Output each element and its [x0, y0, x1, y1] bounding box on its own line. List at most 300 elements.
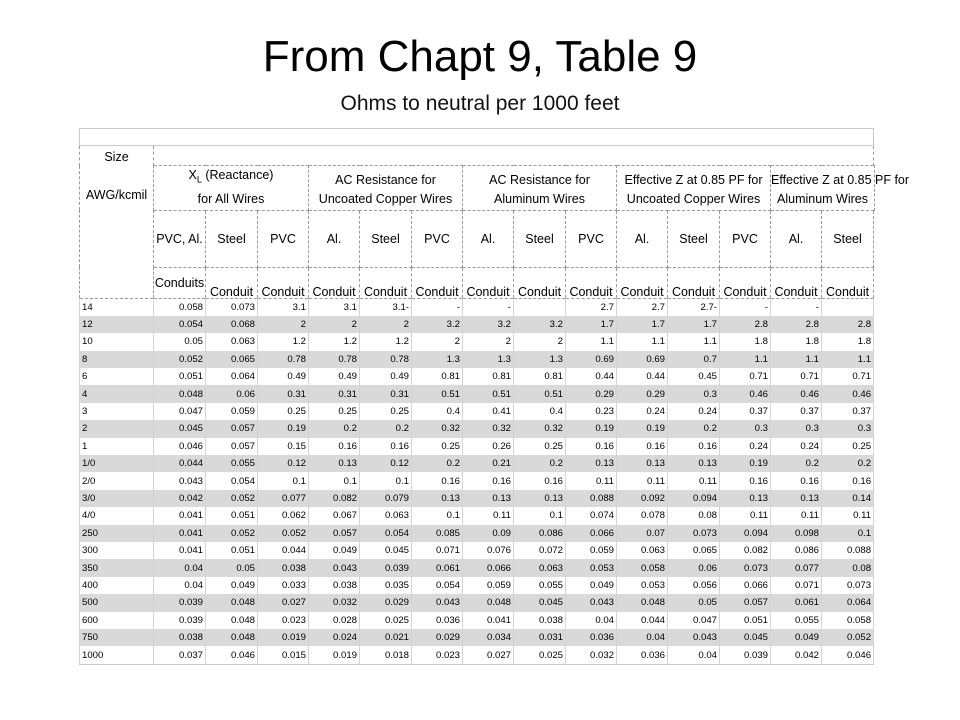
- value-cell: 0.043: [154, 472, 206, 489]
- value-cell: 0.32: [463, 420, 514, 437]
- value-cell: 0.1: [412, 507, 463, 524]
- value-cell: 0.3: [771, 420, 822, 437]
- value-cell: 0.086: [514, 525, 566, 542]
- value-cell: 0.039: [360, 559, 412, 576]
- value-cell: 3.2: [412, 316, 463, 333]
- group-header: [309, 166, 463, 211]
- value-cell: 0.29: [617, 385, 668, 402]
- value-cell: 0.071: [412, 542, 463, 559]
- value-cell: 0.69: [617, 351, 668, 368]
- value-cell: 2: [360, 316, 412, 333]
- value-cell: 0.088: [566, 490, 617, 507]
- size-cell: 2/0: [80, 472, 154, 489]
- reactance-x: X: [188, 168, 197, 182]
- value-cell: 0.077: [771, 559, 822, 576]
- value-cell: 0.49: [258, 368, 309, 385]
- value-cell: 2.7: [566, 298, 617, 316]
- value-cell: 0.038: [258, 559, 309, 576]
- conduit-header: Conduit: [206, 267, 258, 298]
- value-cell: 0.13: [668, 455, 720, 472]
- value-cell: 0.05: [154, 333, 206, 350]
- size-cell: 2: [80, 420, 154, 437]
- value-cell: 0.072: [514, 542, 566, 559]
- value-cell: 0.041: [154, 507, 206, 524]
- value-cell: 0.05: [668, 594, 720, 611]
- value-cell: 0.063: [617, 542, 668, 559]
- value-cell: 0.059: [463, 577, 514, 594]
- value-cell: 0.042: [771, 646, 822, 664]
- value-cell: 0.042: [154, 490, 206, 507]
- value-cell: 0.16: [668, 438, 720, 455]
- table-row: [80, 455, 875, 472]
- table-row: [80, 368, 875, 385]
- value-cell: 0.046: [206, 646, 258, 664]
- value-cell: 0.066: [720, 577, 771, 594]
- value-cell: 2.8: [771, 316, 822, 333]
- value-cell: 0.048: [154, 385, 206, 402]
- value-cell: 0.088: [822, 542, 874, 559]
- group-header-line1: AC Resistance for: [489, 172, 590, 187]
- value-cell: 0.3: [720, 420, 771, 437]
- value-cell: 0.098: [771, 525, 822, 542]
- value-cell: 0.052: [206, 490, 258, 507]
- value-cell: 1.2: [360, 333, 412, 350]
- value-cell: 0.25: [258, 403, 309, 420]
- value-cell: 0.44: [566, 368, 617, 385]
- value-cell: 0.067: [309, 507, 360, 524]
- value-cell: 0.062: [258, 507, 309, 524]
- value-cell: 1.1: [617, 333, 668, 350]
- value-cell: 0.047: [154, 403, 206, 420]
- value-cell: 0.2: [771, 455, 822, 472]
- value-cell: 0.13: [412, 490, 463, 507]
- table-row: [80, 525, 875, 542]
- value-cell: 2.8: [720, 316, 771, 333]
- value-cell: 0.16: [309, 438, 360, 455]
- value-cell: 0.025: [360, 612, 412, 629]
- value-cell: 0.1: [309, 472, 360, 489]
- slide-subtitle: Ohms to neutral per 1000 feet: [340, 92, 620, 115]
- value-cell: 0.047: [668, 612, 720, 629]
- conduit-header: Conduit: [360, 267, 412, 298]
- value-cell: 2: [258, 316, 309, 333]
- value-cell: 0.06: [668, 559, 720, 576]
- value-cell: 0.1: [360, 472, 412, 489]
- table-row: [80, 559, 875, 576]
- size-cell: 4: [80, 385, 154, 402]
- value-cell: 0.044: [154, 455, 206, 472]
- conduit-header: Conduit: [258, 267, 309, 298]
- table-row: [80, 316, 875, 333]
- size-cell: 3: [80, 403, 154, 420]
- value-cell: 0.07: [617, 525, 668, 542]
- conduit-header: Conduit: [309, 267, 360, 298]
- value-cell: 0.16: [720, 472, 771, 489]
- value-cell: 2.7: [617, 298, 668, 316]
- value-cell: 0.24: [668, 403, 720, 420]
- value-cell: 0.049: [309, 542, 360, 559]
- conduit-header: Conduit: [463, 267, 514, 298]
- value-cell: 0.81: [514, 368, 566, 385]
- value-cell: 0.053: [566, 559, 617, 576]
- value-cell: 0.045: [154, 420, 206, 437]
- header-spacer: [154, 146, 874, 166]
- value-cell: 0.059: [566, 542, 617, 559]
- table-row: [80, 351, 875, 368]
- value-cell: 0.028: [309, 612, 360, 629]
- value-cell: 0.41: [463, 403, 514, 420]
- size-cell: 10: [80, 333, 154, 350]
- value-cell: 0.08: [822, 559, 874, 576]
- value-cell: 0.16: [514, 472, 566, 489]
- value-cell: 0.13: [566, 455, 617, 472]
- value-cell: 0.041: [154, 525, 206, 542]
- value-cell: 0.094: [668, 490, 720, 507]
- value-cell: 0.035: [360, 577, 412, 594]
- value-cell: 0.49: [309, 368, 360, 385]
- value-cell: 0.13: [309, 455, 360, 472]
- value-cell: 0.092: [617, 490, 668, 507]
- value-cell: 0.094: [720, 525, 771, 542]
- value-cell: 0.16: [617, 438, 668, 455]
- table-row: [80, 298, 875, 316]
- group-header-line2: Aluminum Wires: [777, 191, 868, 206]
- value-cell: 0.038: [514, 612, 566, 629]
- value-cell: 0.08: [668, 507, 720, 524]
- value-cell: 0.23: [566, 403, 617, 420]
- value-cell: 0.038: [154, 629, 206, 646]
- value-cell: 0.058: [822, 612, 874, 629]
- value-cell: 0.32: [412, 420, 463, 437]
- value-cell: 0.16: [463, 472, 514, 489]
- value-cell: 0.24: [720, 438, 771, 455]
- value-cell: 0.029: [412, 629, 463, 646]
- table-top-bar: [80, 129, 874, 146]
- value-cell: 0.039: [154, 612, 206, 629]
- conduit-header: Conduit: [617, 267, 668, 298]
- value-cell: 0.039: [720, 646, 771, 664]
- size-cell: 300: [80, 542, 154, 559]
- value-cell: 1.3: [412, 351, 463, 368]
- value-cell: 0.13: [463, 490, 514, 507]
- value-cell: 0.048: [617, 594, 668, 611]
- value-cell: 1.7: [668, 316, 720, 333]
- value-cell: 0.7: [668, 351, 720, 368]
- value-cell: 0.053: [617, 577, 668, 594]
- value-cell: 0.079: [360, 490, 412, 507]
- value-cell: 0.082: [720, 542, 771, 559]
- value-cell: 0.055: [771, 612, 822, 629]
- value-cell: 1.2: [309, 333, 360, 350]
- conduit-header: Conduit: [771, 267, 822, 298]
- value-cell: 0.032: [309, 594, 360, 611]
- value-cell: -: [463, 298, 514, 316]
- value-cell: 0.063: [206, 333, 258, 350]
- size-cell: 1: [80, 438, 154, 455]
- value-cell: 0.11: [720, 507, 771, 524]
- material-header: Steel: [206, 210, 258, 267]
- table-row: [80, 403, 875, 420]
- value-cell: 0.082: [309, 490, 360, 507]
- value-cell: 0.2: [514, 455, 566, 472]
- value-cell: 0.24: [771, 438, 822, 455]
- value-cell: 1.7: [566, 316, 617, 333]
- value-cell: 0.2: [360, 420, 412, 437]
- value-cell: 0.071: [771, 577, 822, 594]
- size-cell: 14: [80, 298, 154, 316]
- value-cell: 0.3: [822, 420, 874, 437]
- value-cell: 0.031: [514, 629, 566, 646]
- material-header: PVC: [720, 210, 771, 267]
- value-cell: 0.073: [720, 559, 771, 576]
- value-cell: 0.51: [514, 385, 566, 402]
- group-header-line1: [154, 166, 308, 190]
- value-cell: 0.057: [206, 420, 258, 437]
- group-header: [617, 166, 771, 211]
- value-cell: 0.16: [771, 472, 822, 489]
- value-cell: 0.058: [154, 298, 206, 316]
- value-cell: 0.19: [566, 420, 617, 437]
- value-cell: 0.51: [412, 385, 463, 402]
- size-cell: 1000: [80, 646, 154, 664]
- value-cell: 0.046: [154, 438, 206, 455]
- value-cell: 0.076: [463, 542, 514, 559]
- value-cell: 0.057: [309, 525, 360, 542]
- value-cell: 2: [463, 333, 514, 350]
- value-cell: 0.11: [822, 507, 874, 524]
- value-cell: 1.3: [514, 351, 566, 368]
- size-cell: 350: [80, 559, 154, 576]
- value-cell: 0.04: [566, 612, 617, 629]
- material-header: PVC: [412, 210, 463, 267]
- value-cell: 0.058: [617, 559, 668, 576]
- value-cell: 0.065: [206, 351, 258, 368]
- value-cell: 0.023: [258, 612, 309, 629]
- table-row: [80, 577, 875, 594]
- value-cell: 0.055: [514, 577, 566, 594]
- value-cell: 0.11: [463, 507, 514, 524]
- value-cell: 0.14: [822, 490, 874, 507]
- value-cell: 0.78: [360, 351, 412, 368]
- value-cell: -: [412, 298, 463, 316]
- value-cell: 0.45: [668, 368, 720, 385]
- value-cell: 0.021: [360, 629, 412, 646]
- material-header: Steel: [822, 210, 874, 267]
- value-cell: 0.46: [771, 385, 822, 402]
- value-cell: 0.13: [720, 490, 771, 507]
- value-cell: 0.027: [258, 594, 309, 611]
- value-cell: 2: [412, 333, 463, 350]
- value-cell: 1.1: [771, 351, 822, 368]
- value-cell: 0.043: [668, 629, 720, 646]
- value-cell: 0.2: [309, 420, 360, 437]
- value-cell: 0.25: [514, 438, 566, 455]
- value-cell: 0.033: [258, 577, 309, 594]
- group-header-line1: AC Resistance for: [335, 172, 436, 187]
- material-header: PVC, Al.: [154, 210, 206, 267]
- value-cell: 0.048: [463, 594, 514, 611]
- value-cell: 0.2: [412, 455, 463, 472]
- value-cell: 0.16: [566, 438, 617, 455]
- value-cell: 0.048: [206, 612, 258, 629]
- size-cell: 750: [80, 629, 154, 646]
- group-header-line2: for All Wires: [197, 191, 265, 206]
- value-cell: 0.26: [463, 438, 514, 455]
- table-row: [80, 385, 875, 402]
- value-cell: 0.051: [206, 542, 258, 559]
- value-cell: 0.25: [309, 403, 360, 420]
- value-cell: 0.81: [412, 368, 463, 385]
- value-cell: 0.029: [360, 594, 412, 611]
- group-header-line2: Uncoated Copper Wires: [318, 191, 453, 206]
- value-cell: 0.051: [720, 612, 771, 629]
- value-cell: 0.052: [206, 525, 258, 542]
- value-cell: 0.048: [206, 629, 258, 646]
- value-cell: 0.32: [514, 420, 566, 437]
- value-cell: 0.37: [771, 403, 822, 420]
- value-cell: 0.054: [206, 472, 258, 489]
- value-cell: 0.054: [154, 316, 206, 333]
- material-header: PVC: [566, 210, 617, 267]
- value-cell: 0.13: [771, 490, 822, 507]
- value-cell: -: [771, 298, 822, 316]
- value-cell: 0.036: [412, 612, 463, 629]
- value-cell: 0.05: [206, 559, 258, 576]
- value-cell: 3.1-: [360, 298, 412, 316]
- value-cell: 0.043: [412, 594, 463, 611]
- group-header: [771, 166, 910, 211]
- value-cell: 0.78: [309, 351, 360, 368]
- table-row: [80, 629, 875, 646]
- awg-kcmil-label: AWG/kcmil: [85, 188, 148, 202]
- value-cell: 0.71: [771, 368, 822, 385]
- value-cell: 1.8: [822, 333, 874, 350]
- value-cell: 3.1: [258, 298, 309, 316]
- value-cell: 0.077: [258, 490, 309, 507]
- value-cell: -: [720, 298, 771, 316]
- value-cell: 0.037: [154, 646, 206, 664]
- value-cell: 1.8: [771, 333, 822, 350]
- value-cell: 0.032: [566, 646, 617, 664]
- value-cell: 0.04: [668, 646, 720, 664]
- value-cell: 0.16: [412, 472, 463, 489]
- conduit-header: Conduit: [412, 267, 463, 298]
- value-cell: 1.1: [566, 333, 617, 350]
- value-cell: 0.19: [617, 420, 668, 437]
- value-cell: 0.057: [206, 438, 258, 455]
- size-cell: 1/0: [80, 455, 154, 472]
- value-cell: 1.7: [617, 316, 668, 333]
- value-cell: 0.31: [258, 385, 309, 402]
- material-header: Al.: [463, 210, 514, 267]
- value-cell: 0.1: [514, 507, 566, 524]
- value-cell: 0.052: [822, 629, 874, 646]
- value-cell: 2: [309, 316, 360, 333]
- value-cell: 0.19: [258, 420, 309, 437]
- value-cell: 0.21: [463, 455, 514, 472]
- value-cell: 0.046: [822, 646, 874, 664]
- value-cell: 0.066: [566, 525, 617, 542]
- value-cell: 0.2: [668, 420, 720, 437]
- value-cell: 0.085: [412, 525, 463, 542]
- value-cell: 0.063: [514, 559, 566, 576]
- value-cell: 3.1: [309, 298, 360, 316]
- value-cell: [514, 298, 566, 316]
- group-header-line2: Uncoated Copper Wires: [626, 191, 761, 206]
- value-cell: 0.81: [463, 368, 514, 385]
- conduit-header: Conduit: [822, 267, 874, 298]
- value-cell: 0.29: [566, 385, 617, 402]
- value-cell: 0.034: [463, 629, 514, 646]
- value-cell: 0.25: [412, 438, 463, 455]
- value-cell: 0.46: [822, 385, 874, 402]
- value-cell: 0.13: [617, 455, 668, 472]
- value-cell: 0.073: [668, 525, 720, 542]
- material-header: Steel: [514, 210, 566, 267]
- value-cell: 0.061: [412, 559, 463, 576]
- value-cell: 0.063: [360, 507, 412, 524]
- group-header-line2: Aluminum Wires: [494, 191, 585, 206]
- value-cell: 0.051: [206, 507, 258, 524]
- value-cell: 0.015: [258, 646, 309, 664]
- value-cell: 2.7-: [668, 298, 720, 316]
- group-header: [154, 166, 309, 211]
- value-cell: 0.066: [463, 559, 514, 576]
- value-cell: 0.056: [668, 577, 720, 594]
- value-cell: 3.2: [514, 316, 566, 333]
- size-cell: 250: [80, 525, 154, 542]
- value-cell: 0.12: [258, 455, 309, 472]
- value-cell: 0.045: [514, 594, 566, 611]
- value-cell: 0.3: [668, 385, 720, 402]
- material-header: PVC: [258, 210, 309, 267]
- value-cell: 0.041: [154, 542, 206, 559]
- conduit-header: Conduit: [720, 267, 771, 298]
- value-cell: 0.019: [258, 629, 309, 646]
- value-cell: 0.46: [720, 385, 771, 402]
- table-row: [80, 490, 875, 507]
- value-cell: 0.052: [258, 525, 309, 542]
- material-header: Al.: [309, 210, 360, 267]
- size-cell: 400: [80, 577, 154, 594]
- value-cell: 0.041: [463, 612, 514, 629]
- group-header-line1: Effective Z at 0.85 PF for: [771, 172, 910, 187]
- value-cell: 1.1: [668, 333, 720, 350]
- value-cell: 0.16: [822, 472, 874, 489]
- value-cell: 0.055: [206, 455, 258, 472]
- value-cell: 0.51: [463, 385, 514, 402]
- table-row: [80, 542, 875, 559]
- value-cell: 0.15: [258, 438, 309, 455]
- value-cell: 0.018: [360, 646, 412, 664]
- conduit-header: Conduit: [514, 267, 566, 298]
- value-cell: 0.044: [617, 612, 668, 629]
- value-cell: 0.054: [412, 577, 463, 594]
- value-cell: 0.052: [154, 351, 206, 368]
- value-cell: 0.068: [206, 316, 258, 333]
- size-cell: 500: [80, 594, 154, 611]
- conduit-header: Conduit: [668, 267, 720, 298]
- value-cell: 0.059: [206, 403, 258, 420]
- table-row: [80, 507, 875, 524]
- value-cell: 0.073: [822, 577, 874, 594]
- value-cell: 0.04: [154, 559, 206, 576]
- value-cell: 0.061: [771, 594, 822, 611]
- group-header-line1: Effective Z at 0.85 PF for: [624, 172, 763, 187]
- reactance-rest: (Reactance): [201, 168, 274, 182]
- value-cell: 0.31: [309, 385, 360, 402]
- value-cell: 0.12: [360, 455, 412, 472]
